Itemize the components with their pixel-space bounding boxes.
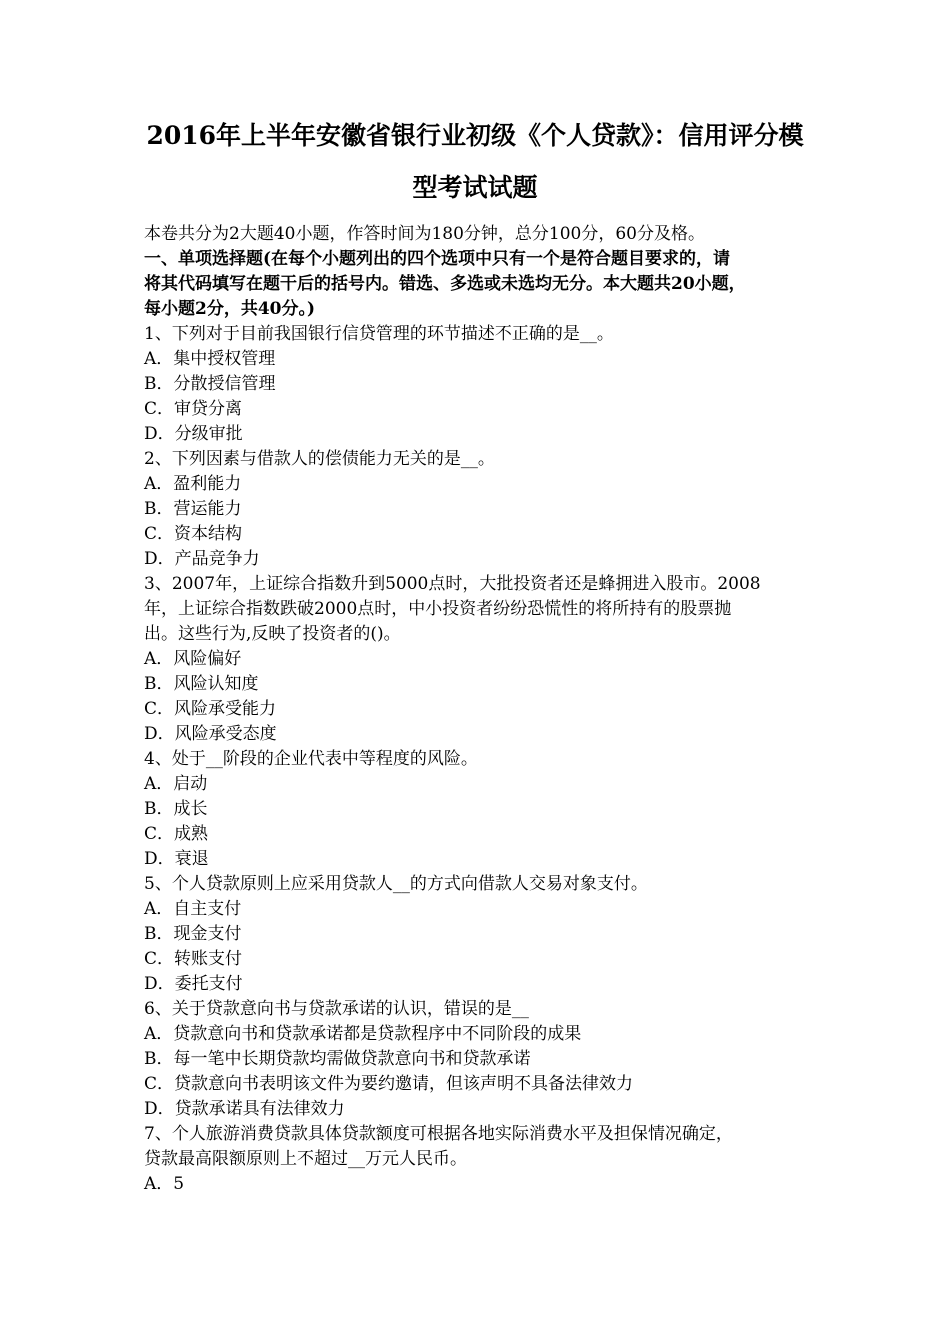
question-stem: 4、处于__阶段的企业代表中等程度的风险。 (144, 749, 478, 769)
answer-option: D．贷款承诺具有法律效力 (144, 1099, 345, 1119)
answer-option: C．贷款意向书表明该文件为要约邀请，但该声明不具备法律效力 (144, 1074, 634, 1094)
section-header-line: 每小题2分，共40分。) (144, 299, 316, 319)
section-header-line: 一、单项选择题(在每个小题列出的四个选项中只有一个是符合题目要求的，请 (144, 249, 731, 269)
answer-option: B．分散授信管理 (144, 374, 276, 394)
answer-option: B．现金支付 (144, 924, 242, 944)
answer-option: D．衰退 (144, 849, 209, 869)
exam-intro: 本卷共分为2大题40小题，作答时间为180分钟，总分100分，60分及格。 (144, 224, 705, 244)
answer-option: C．转账支付 (144, 949, 243, 969)
question-stem: 3、2007年，上证综合指数升到5000点时，大批投资者还是蜂拥进入股市。2008 (144, 574, 761, 594)
answer-option: A．启动 (144, 774, 208, 794)
answer-option: A．5 (144, 1174, 185, 1194)
section-header-line: 将其代码填写在题干后的括号内。错选、多选或未选均无分。本大题共20小题， (144, 274, 746, 294)
answer-option: B．成长 (144, 799, 208, 819)
answer-option: C．审贷分离 (144, 399, 243, 419)
answer-option: C．资本结构 (144, 524, 243, 544)
question-stem: 出。这些行为,反映了投资者的()。 (144, 624, 401, 644)
question-stem: 6、关于贷款意向书与贷款承诺的认识，错误的是__ (144, 999, 529, 1019)
answer-option: A．盈利能力 (144, 474, 242, 494)
question-stem: 1、下列对于目前我国银行信贷管理的环节描述不正确的是__。 (144, 324, 614, 344)
question-stem: 年，上证综合指数跌破2000点时，中小投资者纷纷恐慌性的将所持有的股票抛 (144, 599, 732, 619)
answer-option: D．分级审批 (144, 424, 243, 444)
answer-option: D．风险承受态度 (144, 724, 277, 744)
document-title-line-2: 型考试试题 (412, 173, 538, 202)
answer-option: D．委托支付 (144, 974, 243, 994)
answer-option: B．营运能力 (144, 499, 242, 519)
answer-option: B．风险认知度 (144, 674, 259, 694)
question-stem: 5、个人贷款原则上应采用贷款人__的方式向借款人交易对象支付。 (144, 874, 648, 894)
answer-option: C．风险承受能力 (144, 699, 277, 719)
question-stem: 2、下列因素与借款人的偿债能力无关的是__。 (144, 449, 495, 469)
answer-option: A．自主支付 (144, 899, 242, 919)
document-title-line-1: 2016年上半年安徽省银行业初级《个人贷款》：信用评分模 (146, 121, 804, 150)
question-stem: 贷款最高限额原则上不超过__万元人民币。 (144, 1149, 467, 1169)
question-stem: 7、个人旅游消费贷款具体贷款额度可根据各地实际消费水平及担保情况确定， (144, 1124, 733, 1144)
answer-option: A．风险偏好 (144, 649, 242, 669)
answer-option: A．集中授权管理 (144, 349, 276, 369)
document-body (144, 222, 809, 1197)
answer-option: D．产品竞争力 (144, 549, 260, 569)
answer-option: B．每一笔中长期贷款均需做贷款意向书和贷款承诺 (144, 1049, 531, 1069)
answer-option: A．贷款意向书和贷款承诺都是贷款程序中不同阶段的成果 (144, 1024, 582, 1044)
answer-option: C．成熟 (144, 824, 209, 844)
